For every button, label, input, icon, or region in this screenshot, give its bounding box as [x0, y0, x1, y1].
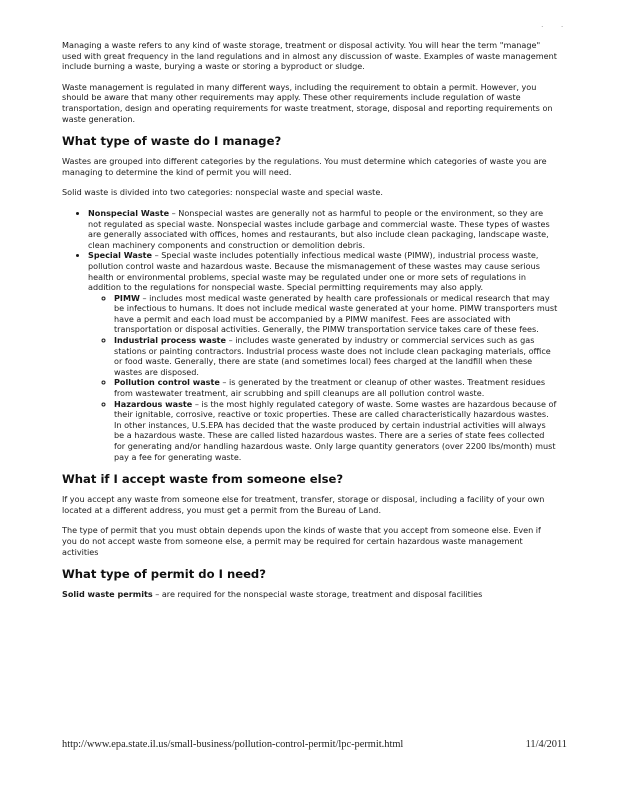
- desc-nonspecial-waste: – Nonspecial wastes are generally not as harmful to people or the environment, so they are not regulated as special waste. Nonspecial wastes include garbage and commercial waste. These types of wastes are generally associated with offices, homes and restaurants, but also include clean packaging, landscape waste, clean machinery components and construction or demolition debris.: [88, 207, 550, 250]
- intro-paragraph-2: Waste management is regulated in many different ways, including the requirement to obtain a permit. However, you should be aware that many other requirements may apply. These other requirements include regulation of waste transportation, design and operating requirements for waste treatment, storage, disposal and reporting requirements on waste generation.: [62, 81, 553, 124]
- list-item-nonspecial-waste: [88, 208, 558, 250]
- scan-specks: . .: [541, 22, 571, 29]
- desc-pimw: – includes most medical waste generated by health care professionals or medical research that may be infectious to humans. It does not include medical waste generated at your home. PIMW transporters must have a permit and each load must be accompanied by a PIMW manifest. Fees are associated with transportation or disposal activities. Generally, the PIMW transportation service takes care of these fees.: [114, 292, 558, 335]
- waste-category-list: [62, 208, 558, 462]
- desc-industrial-process-waste: – includes waste generated by industry or commercial services such as gas stations or painting contractors. Industrial process waste does not include clean packaging materials, office or food waste. Generally, there are state (and sometimes local) fees charged at the landfill when these wastes are disposed.: [114, 335, 551, 377]
- section-heading-accept-waste: What if I accept waste from someone else?: [62, 472, 344, 487]
- desc-solid-waste-permits: – are required for the nonspecial waste storage, treatment and disposal facilities: [152, 589, 483, 600]
- term-solid-waste-permits: Solid waste permits: [62, 589, 153, 600]
- footer-date: 11/4/2011: [525, 739, 567, 750]
- section-heading-waste-type: What type of waste do I manage?: [62, 134, 282, 149]
- sublist-item-industrial-process-waste: [114, 335, 558, 377]
- accept-waste-paragraph-1: If you accept any waste from someone else for treatment, transfer, storage or disposal, including a facility of your own located at a different address, you must get a permit from the Bureau of Land.: [62, 494, 545, 515]
- waste-type-paragraph-2: Solid waste is divided into two categories: nonspecial waste and special waste.: [62, 187, 383, 198]
- desc-hazardous-waste: – is the most highly regulated category of waste. Some wastes are hazardous because of their ignitable, corrosive, reactive or toxic properties. These are called characteristically hazardous wastes. In other instances, U.S.EPA has decided that the waste produced by certain industrial activities will always be a hazardous waste. These are called listed hazardous wastes. There are a series of state fees collected for generating and/or handling hazardous waste. Only large quantity generators (over 2200 lbs/month) must pay a fee for generating waste.: [114, 398, 557, 462]
- footer-url: http://www.epa.state.il.us/small-business/pollution-control-permit/lpc-permit.html: [62, 739, 404, 750]
- term-pimw: PIMW: [114, 292, 140, 303]
- list-item-special-waste: [88, 250, 558, 462]
- desc-pollution-control-waste: – is generated by the treatment or cleanup of other wastes. Treatment residues from wastewater treatment, air scrubbing and spill cleanups are all pollution control waste.: [114, 377, 546, 399]
- term-hazardous-waste: Hazardous waste: [114, 398, 193, 409]
- special-waste-sublist: [88, 293, 558, 463]
- sublist-item-pimw: [114, 293, 558, 335]
- sublist-item-hazardous-waste: [114, 399, 558, 463]
- term-pollution-control-waste: Pollution control waste: [114, 377, 220, 388]
- accept-waste-paragraph-2: The type of permit that you must obtain depends upon the kinds of waste that you accept from someone else. Even if you do not accept waste from someone else, a permit may be required for certain hazardous waste management activities: [62, 525, 541, 557]
- intro-paragraph-1: Managing a waste refers to any kind of waste storage, treatment or disposal activity. You will hear the term "manage" used with great frequency in the land regulations and in almost any discussion of waste. Examples of waste management include burning a waste, burying a waste or storing a byproduct or sludge.: [62, 40, 557, 72]
- term-industrial-process-waste: Industrial process waste: [114, 335, 227, 346]
- term-special-waste: Special Waste: [88, 250, 153, 261]
- permit-type-paragraph: [62, 589, 558, 600]
- desc-special-waste: – Special waste includes potentially infectious medical waste (PIMW), industrial process waste, pollution control waste and hazardous waste. Because the mismanagement of these wastes may cause serious health or environmental problems, special waste may be regulated under one or more sets of regulations in addition to the regulations for nonspecial waste. Special permitting requirements may also apply.: [88, 250, 540, 293]
- term-nonspecial-waste: Nonspecial Waste: [88, 207, 170, 218]
- document-body: [62, 40, 558, 610]
- sublist-item-pollution-control-waste: [114, 377, 558, 398]
- waste-type-paragraph-1: Wastes are grouped into different categories by the regulations. You must determine which categories of waste you are managing to determine the kind of permit you will need.: [62, 156, 547, 177]
- section-heading-permit-type: What type of permit do I need?: [62, 567, 266, 582]
